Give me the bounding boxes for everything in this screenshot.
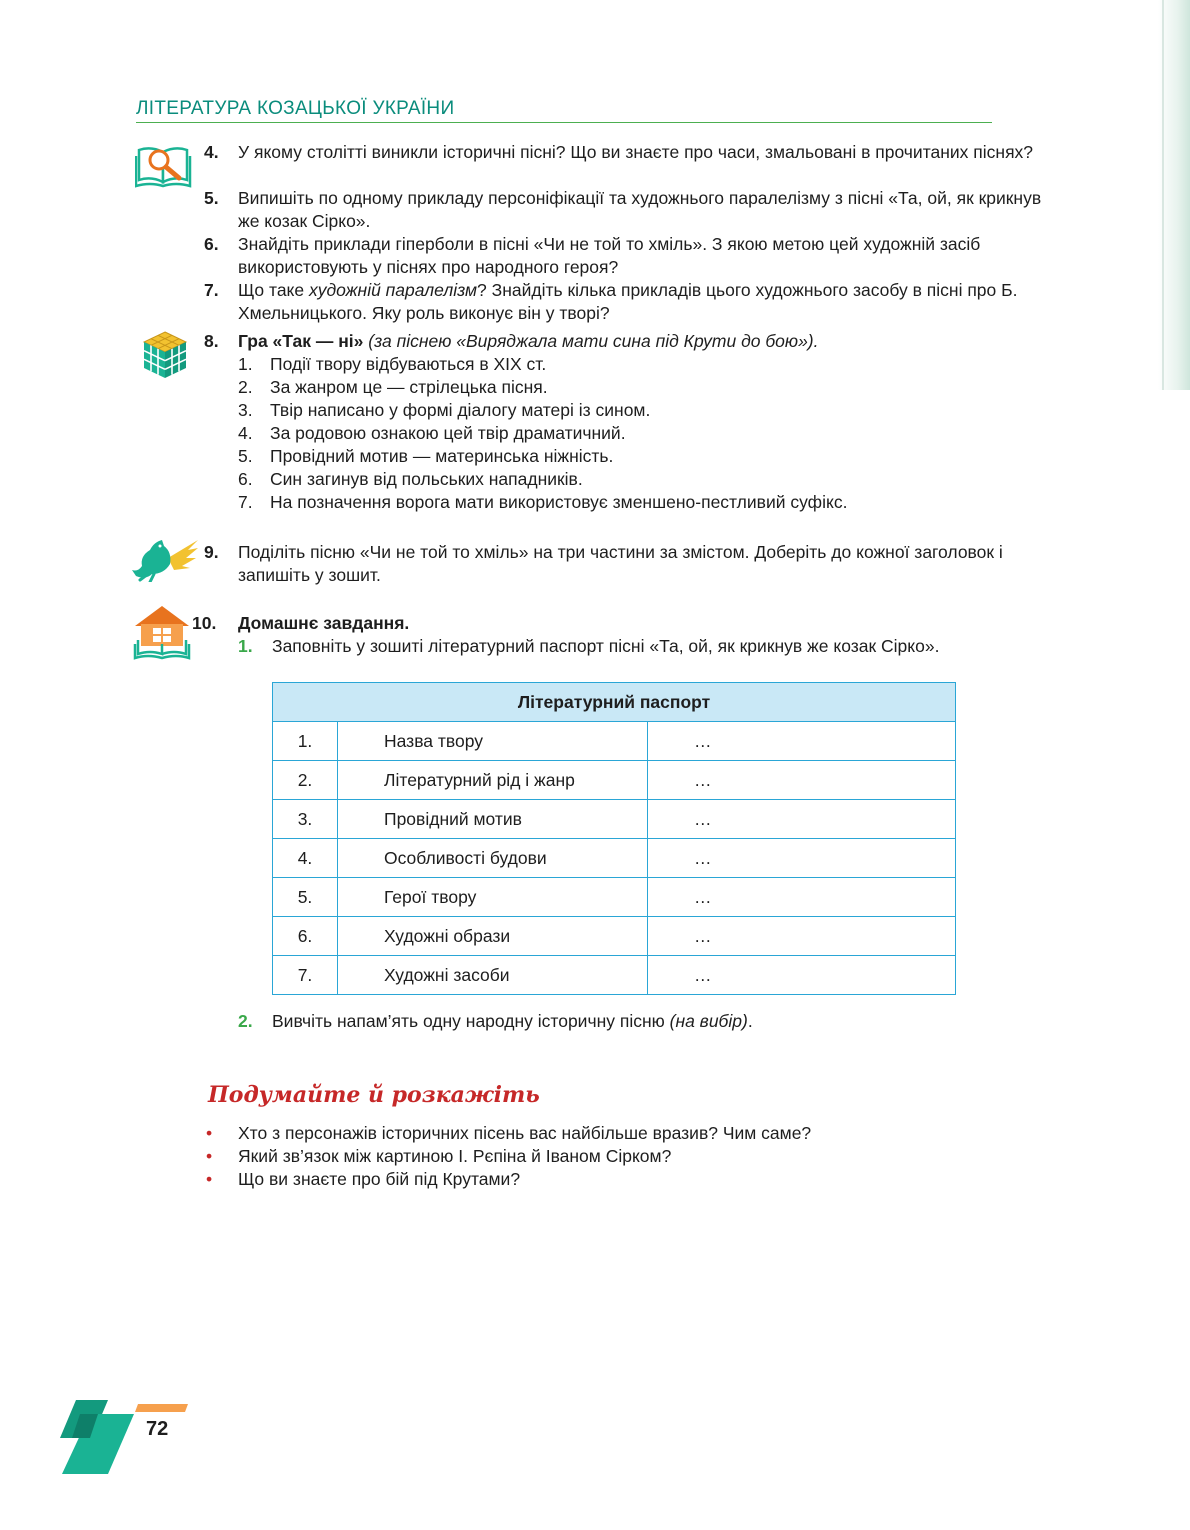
table-row: 7. Художні засоби … xyxy=(273,956,956,995)
question-4: 4. У якому столітті виникли історичні пісні? Що ви знаєте про часи, змальовані в прочитаних піснях? xyxy=(204,142,1034,162)
question-10: 10. Домашнє завдання. xyxy=(192,613,410,633)
homework-item-1: 1. Заповніть у зошиті літературний паспорт пісні «Та, ой, як крикнув же козак Сірко». xyxy=(238,636,940,656)
question-5: 5. Випишіть по одному прикладу персоніфікації та художнього паралелізму з пісні «Та, ой, як крикнув же козак Сірко». xyxy=(204,188,1042,231)
home-book-icon xyxy=(133,604,191,660)
table-row: 4. Особливості будови … xyxy=(273,839,956,878)
bullet-icon: • xyxy=(206,1123,213,1143)
bullet-icon: • xyxy=(206,1146,213,1166)
table-row: 2. Літературний рід і жанр … xyxy=(273,761,956,800)
table-row: 1. Назва твору … xyxy=(273,722,956,761)
page-corner-decoration xyxy=(54,1400,194,1478)
table-row: 5. Герої твору … xyxy=(273,878,956,917)
think-section-title: Подумайте й розкажіть xyxy=(208,1082,540,1108)
book-magnifier-icon xyxy=(135,140,193,188)
section-header: ЛІТЕРАТУРА КОЗАЦЬКОЇ УКРАЇНИ xyxy=(136,98,455,119)
question-7: 7. Що таке художній паралелізм? Знайдіть кілька прикладів цього художнього засобу в пісні про Б. Хмельницького. Яку роль виконує він у творі? xyxy=(204,280,1018,323)
bullet-icon: • xyxy=(206,1169,213,1189)
question-8: 8. Гра «Так — ні» (за піснею «Виряджала мати сина під Крути до бою»). xyxy=(204,331,819,351)
question-6: 6. Знайдіть приклади гіперболи в пісні «Чи не той то хміль». З якою метою цей художній засіб використовують у піснях про народного героя? xyxy=(204,234,981,277)
page-edge-decoration xyxy=(1158,0,1190,390)
question-9: 9. Поділіть пісню «Чи не той то хміль» на три частини за змістом. Доберіть до кожної заголовок і запишіть у зошит. xyxy=(204,542,1003,585)
literary-passport-table xyxy=(272,682,956,995)
header-divider xyxy=(136,122,992,123)
table-row: 6. Художні образи … xyxy=(273,917,956,956)
table-row: 3. Провідний мотив … xyxy=(273,800,956,839)
passport-title: Літературний паспорт xyxy=(273,683,956,722)
cube-puzzle-icon xyxy=(142,330,188,380)
page-number: 72 xyxy=(146,1418,169,1440)
pegasus-icon xyxy=(128,536,200,582)
homework-item-2: 2. Вивчіть напам’ять одну народну історичну пісню (на вибір). xyxy=(238,1011,753,1031)
